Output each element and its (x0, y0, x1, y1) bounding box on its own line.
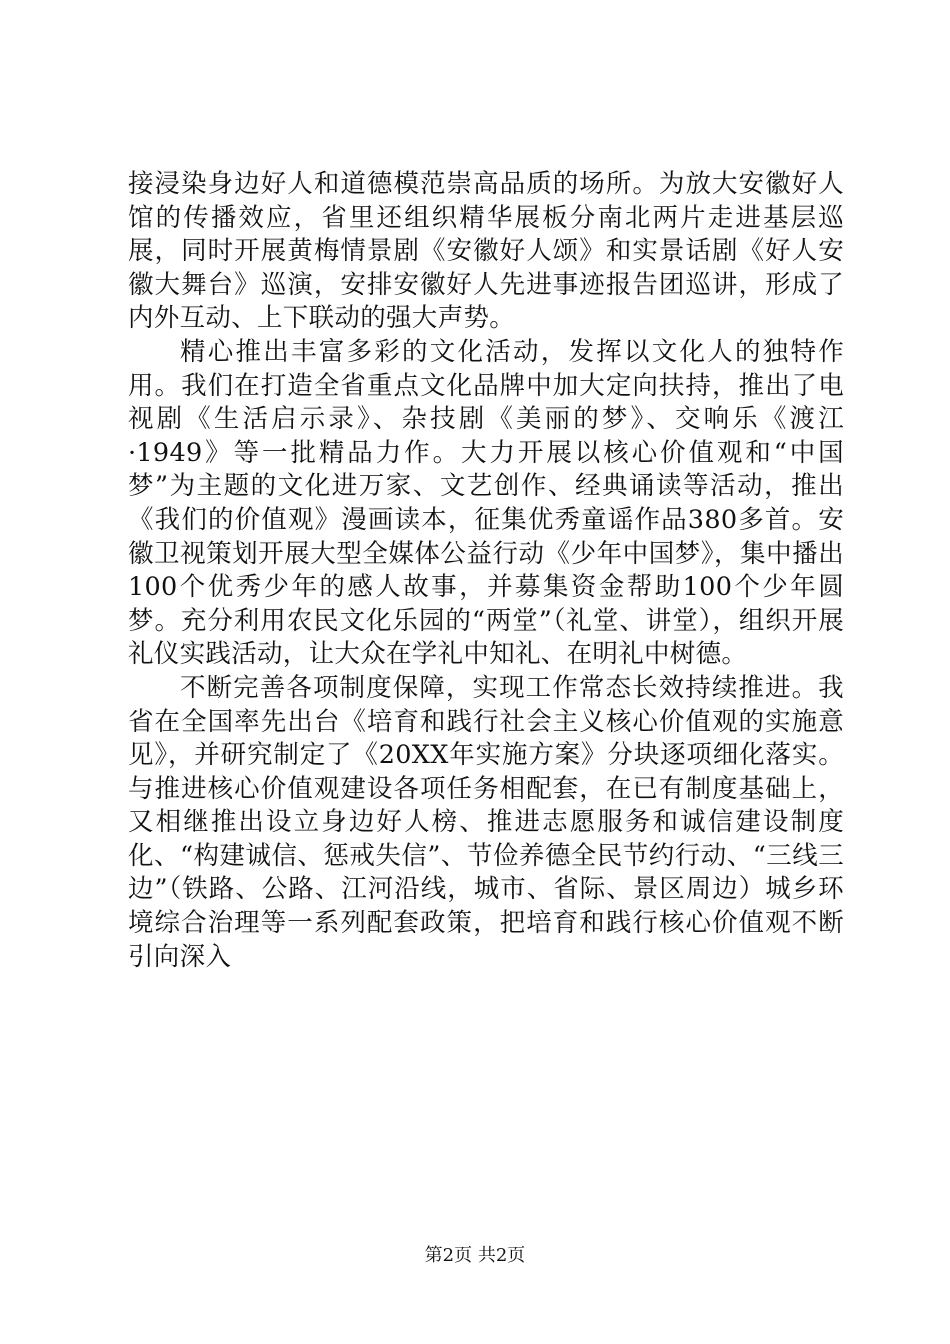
page-number-footer: 第2页 共2页 (424, 1245, 526, 1266)
paragraph-1: 接浸染身边好人和道德模范崇高品质的场所。为放大安徽好人馆的传播效应，省里还组织精华展板分南北两片走进基层巡展，同时开展黄梅情景剧《安徽好人颂》和实景话剧《好人安徽大舞台》巡演，安排安徽好人先进事迹报告团巡讲，形成了内外互动、上下联动的强大声势。 (128, 169, 844, 334)
paragraph-3: 不断完善各项制度保障，实现工作常态长效持续推进。我省在全国率先出台《培育和践行社会主义核心价值观的实施意见》，并研究制定了《20XX年实施方案》分块逐项细化落实。与推进核心价值观建设各项任务相配套，在已有制度基础上，又相继推出设立身边好人榜、推进志愿服务和诚信建设制度化、“构建诚信、惩戒失信”、节俭养德全民节约行动、“三线三边”（铁路、公路、江河沿线，城市、省际、景区周边）城乡环境综合治理等一系列配套政策，把培育和践行核心价值观不断引向深入 (128, 672, 844, 972)
document-body (128, 168, 844, 974)
paragraph-2: 精心推出丰富多彩的文化活动，发挥以文化人的独特作用。我们在打造全省重点文化品牌中加大定向扶持，推出了电视剧《生活启示录》、杂技剧《美丽的梦》、交响乐《渡江·1949》等一批精品力作。大力开展以核心价值观和“中国梦”为主题的文化进万家、文艺创作、经典诵读等活动，推出《我们的价值观》漫画读本，征集优秀童谣作品380多首。安徽卫视策划开展大型全媒体公益行动《少年中国梦》，集中播出100个优秀少年的感人故事，并募集资金帮助100个少年圆梦。充分利用农民文化乐园的“两堂”（礼堂、讲堂），组织开展礼仪实践活动，让大众在学礼中知礼、在明礼中树德。 (128, 336, 844, 670)
